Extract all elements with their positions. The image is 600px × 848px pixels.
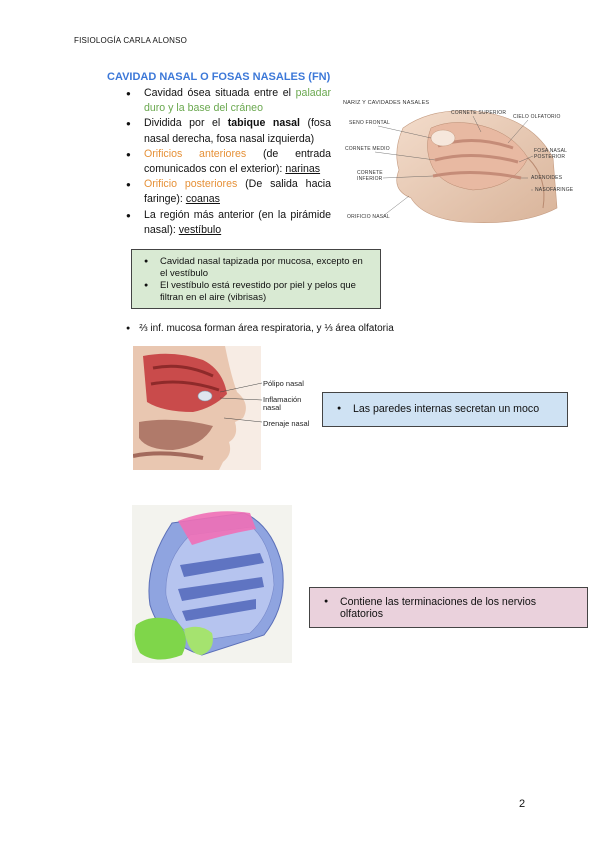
list-item: ● Dividida por el tabique nasal (fosa nasal derecha, fosa nasal izquierda) [126, 116, 331, 146]
respiratory-olfactory-note: ● ⅔ inf. mucosa forman área respiratoria, y ⅓ área olfatoria [126, 323, 394, 334]
nasal-cavity-diagram [343, 98, 574, 228]
diagram-title: NARIZ Y CAVIDADES NASALES [343, 100, 430, 106]
list-item: ● Orificio posteriores (De salida hacia faringe): coanas [126, 177, 331, 207]
list-item: ● El vestíbulo está revestido por piel y pelos que filtran en el aire (vibrisas) [144, 280, 372, 304]
diagram-label: CIELO OLFATORIO [513, 114, 561, 120]
list-item: ● Orificios anteriores (de entrada comunicados con el exterior): narinas [126, 147, 331, 177]
mucus-note-box [322, 392, 568, 427]
list-item: ● Las paredes internas secretan un moco [337, 403, 557, 415]
section-title: CAVIDAD NASAL O FOSAS NASALES (FN) [107, 71, 331, 83]
list-item: ● La región más anterior (en la pirámide nasal): vestíbulo [126, 208, 331, 238]
diagram-label: FOSA NASAL POSTERIOR [534, 148, 567, 160]
diagram-label: CORNETE INFERIOR [357, 170, 383, 182]
list-item: ● Cavidad ósea situada entre el paladar duro y la base del cráneo [126, 86, 331, 116]
nasal-cavity-3d-illustration [132, 505, 292, 663]
diagram-label: CORNETE SUPERIOR [451, 110, 507, 116]
page-header: FISIOLOGÍA CARLA ALONSO [74, 36, 188, 45]
page-number: 2 [519, 798, 526, 810]
diagram-label: ORIFICIO NASAL [347, 214, 390, 220]
olfactory-note-box [309, 587, 588, 628]
diagram-label: ADENOIDES [531, 175, 563, 181]
diagram-label: Drenaje nasal [263, 419, 310, 428]
list-item: ● Cavidad nasal tapizada por mucosa, excepto en el vestíbulo [144, 256, 372, 280]
mucosa-note-box [131, 249, 381, 309]
diagram-label: NASOFARINGE [535, 187, 574, 193]
diagram-label: SENO FRONTAL [349, 120, 390, 126]
label-leader-lines [220, 378, 266, 426]
list-item: ● Contiene las terminaciones de los nervios olfatorios [324, 596, 577, 620]
nasal-cavity-3d-drawing [132, 505, 292, 663]
bullet-list [126, 86, 331, 238]
diagram-label: Inflamación nasal [263, 395, 302, 412]
diagram-label: CORNETE MEDIO [345, 146, 390, 152]
diagram-label: Pólipo nasal [263, 379, 304, 388]
